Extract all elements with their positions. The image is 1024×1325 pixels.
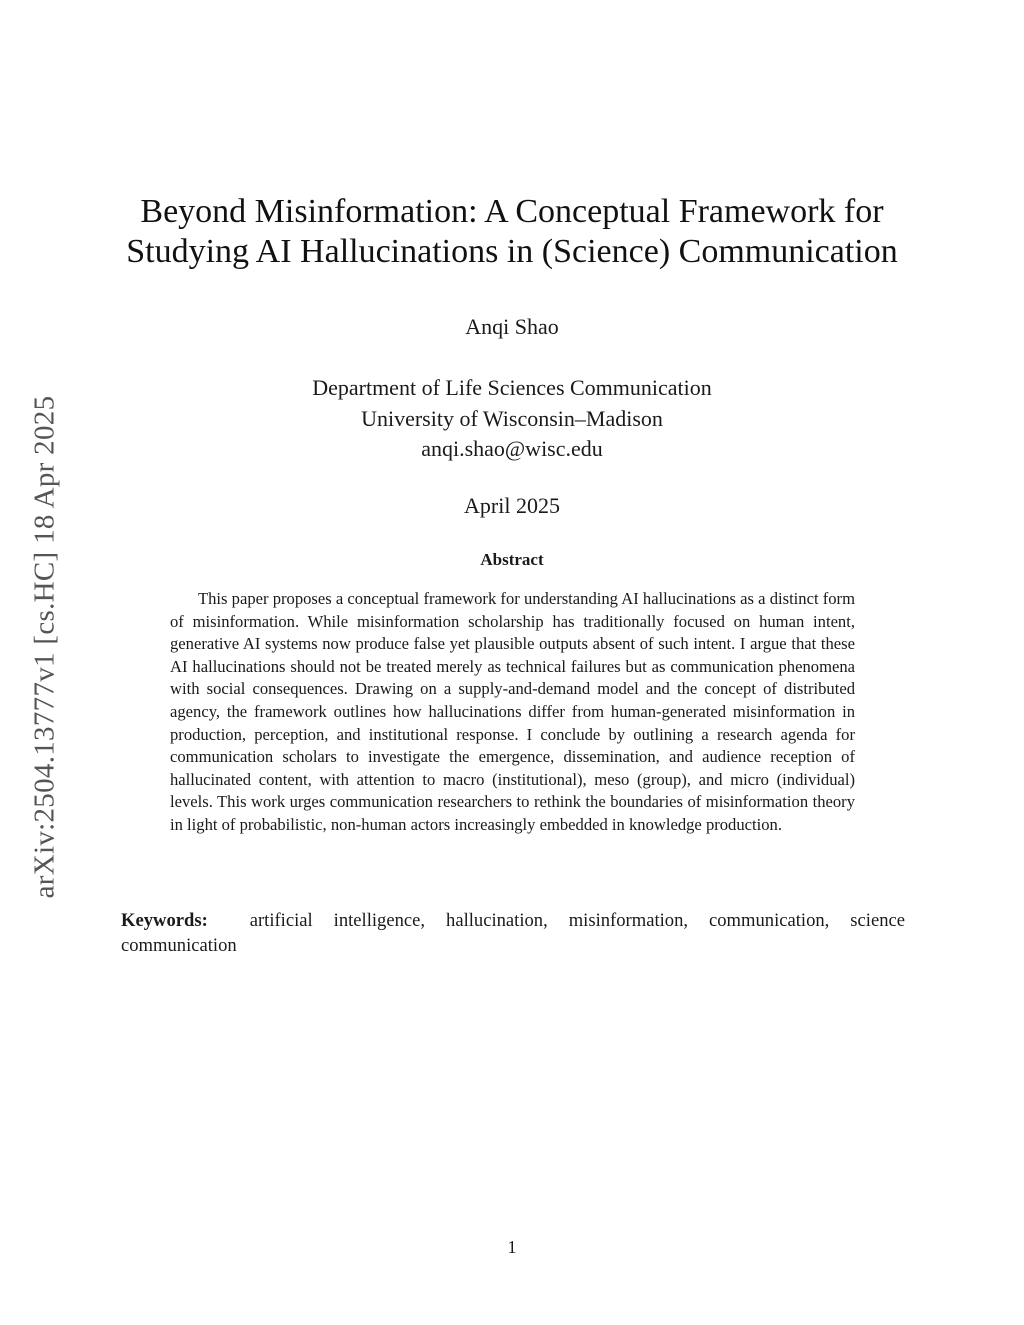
keywords-label: Keywords: <box>121 910 208 931</box>
author-name: Anqi Shao <box>465 314 559 339</box>
abstract-body: This paper proposes a conceptual framework for understanding AI hallucinations as a distinct form of misinformation. While misinformation scholarship has traditionally focused on human intent, generative AI systems now produce false yet plausible outputs absent of such intent. I argue that these AI hallucinations should not be treated merely as technical failures but as communication phenomena with social consequences. Drawing on a supply-and-demand model and the concept of distributed agency, the framework outlines how hallucinations differ from human-generated misinformation in production, perception, and institutional response. I conclude by outlining a research agenda for communication scholars to investigate the emergence, dissemination, and audience reception of hallucinated content, with attention to macro (institutional), meso (group), and micro (individual) levels. This work urges communication researchers to rethink the boundaries of misinformation theory in light of probabilistic, non-human actors increasingly embedded in knowledge production. <box>170 589 855 834</box>
paper-title <box>90 192 934 272</box>
keywords-text: artificial intelligence, hallucination, misinformation, communication, science communication <box>121 910 905 956</box>
publication-date: April 2025 <box>464 493 560 518</box>
page-number: 1 <box>507 1237 517 1257</box>
title-line-2: Studying AI Hallucinations in (Science) Communication <box>126 233 898 270</box>
author-affiliation <box>0 373 1024 465</box>
affiliation-department: Department of Life Sciences Communication <box>312 375 712 400</box>
abstract-heading: Abstract <box>480 550 544 569</box>
title-line-1: Beyond Misinformation: A Conceptual Framework for <box>140 193 884 230</box>
arxiv-identifier-stamp[interactable]: arXiv:2504.13777v1 [cs.HC] 18 Apr 2025 <box>28 395 61 899</box>
affiliation-university: University of Wisconsin–Madison <box>361 405 663 431</box>
keywords <box>121 908 905 958</box>
author-email[interactable]: anqi.shao@wisc.edu <box>421 436 603 461</box>
